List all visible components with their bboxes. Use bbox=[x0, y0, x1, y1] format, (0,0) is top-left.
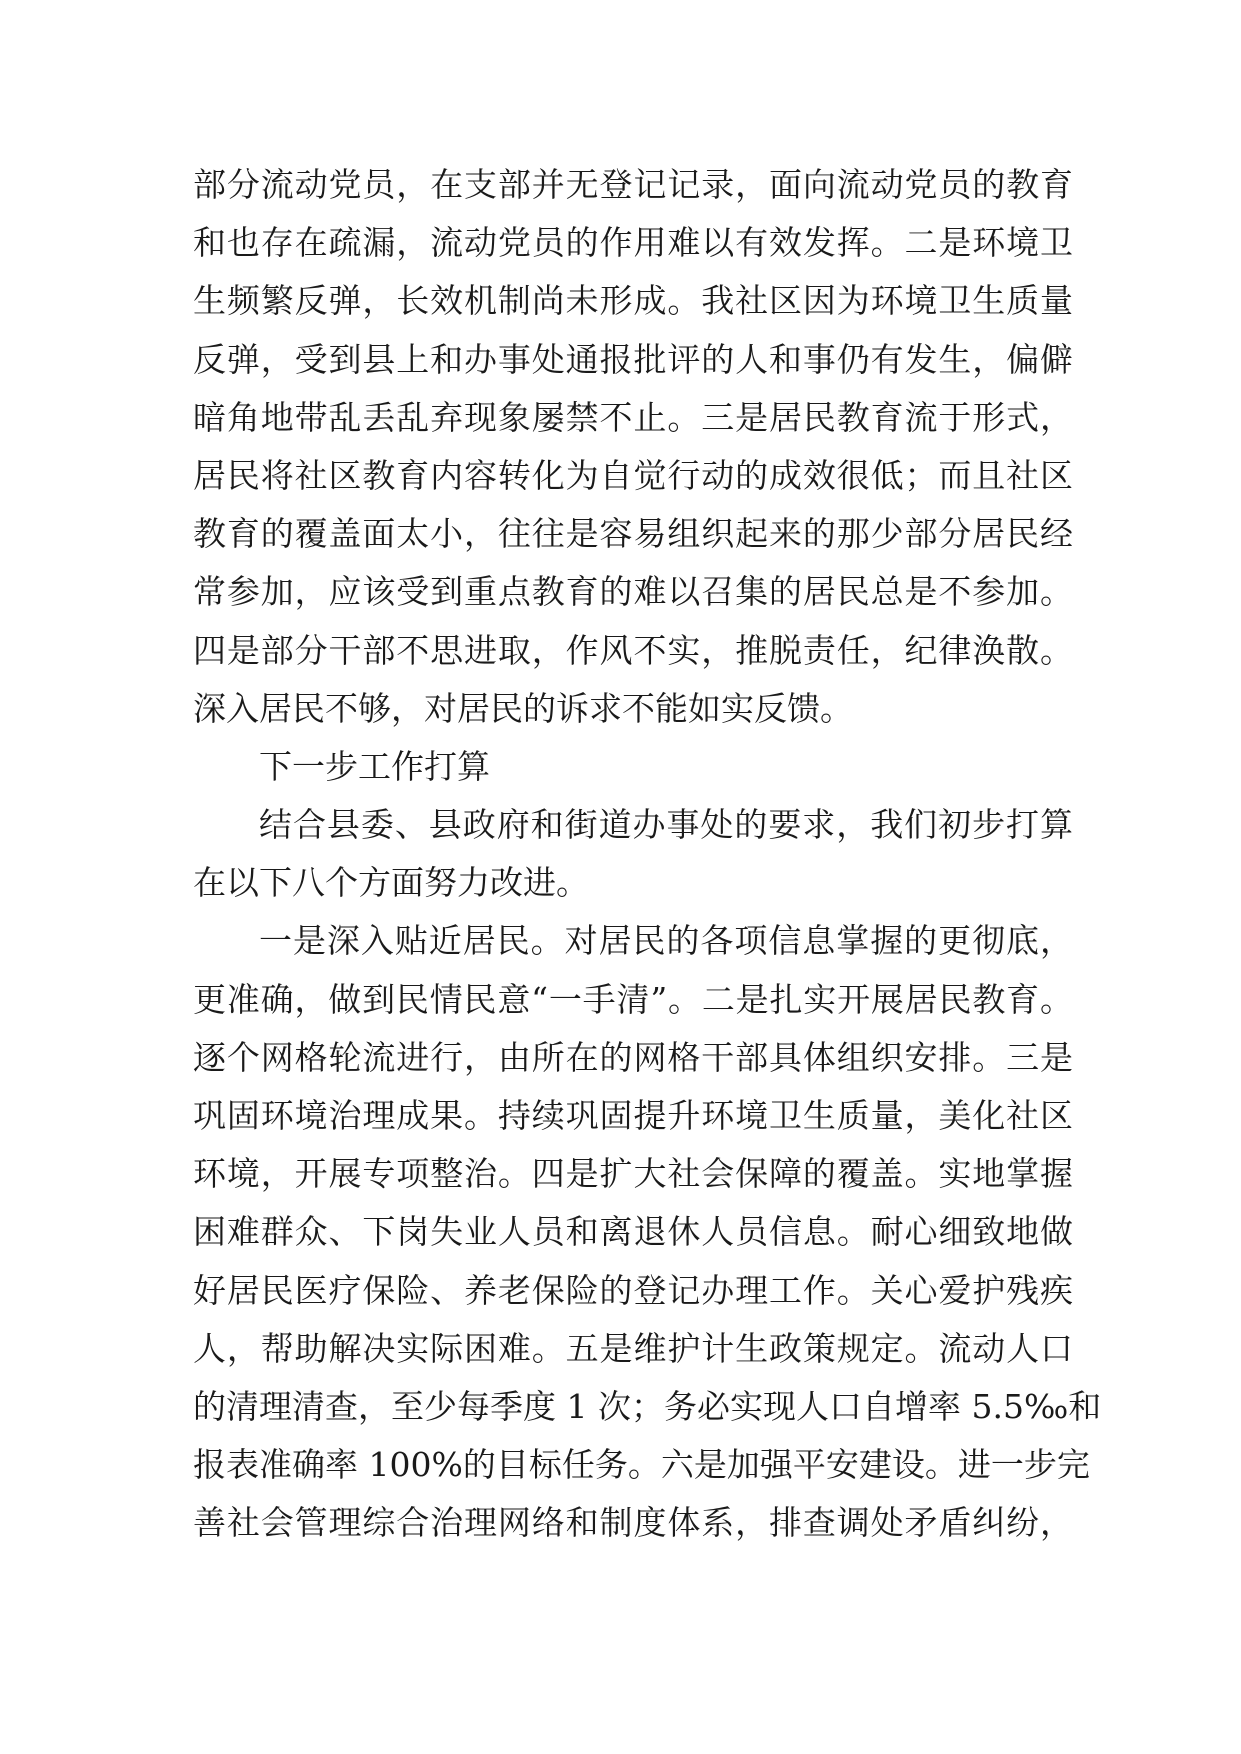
text-line: 暗角地带乱丢乱弃现象屡禁不止。三是居民教育流于形式， bbox=[193, 397, 1073, 437]
text-line: 深入居民不够，对居民的诉求不能如实反馈。 bbox=[193, 688, 853, 728]
text-line: 结合县委、县政府和街道办事处的要求，我们初步打算 bbox=[259, 805, 1073, 845]
text-line: 环境，开展专项整治。四是扩大社会保障的覆盖。实地掌握 bbox=[193, 1154, 1073, 1194]
text-line: 的清理清查，至少每季度 1 次；务必实现人口自增率 5.5‰和 bbox=[193, 1386, 1102, 1426]
section-heading: 下一步工作打算 bbox=[259, 746, 490, 786]
text-line: 常参加，应该受到重点教育的难以召集的居民总是不参加。 bbox=[193, 572, 1073, 612]
text-line: 反弹，受到县上和办事处通报批评的人和事仍有发生，偏僻 bbox=[193, 339, 1073, 379]
text-line: 困难群众、下岗失业人员和离退休人员信息。耐心细致地做 bbox=[193, 1212, 1073, 1252]
text-line: 巩固环境治理成果。持续巩固提升环境卫生质量，美化社区 bbox=[193, 1096, 1073, 1135]
text-line: 部分流动党员，在支部并无登记记录，面向流动党员的教育 bbox=[193, 165, 1073, 204]
text-line: 生频繁反弹，长效机制尚未形成。我社区因为环境卫生质量 bbox=[193, 281, 1073, 321]
text-line: 人，帮助解决实际困难。五是维护计生政策规定。流动人口 bbox=[193, 1328, 1073, 1368]
text-line: 逐个网格轮流进行，由所在的网格干部具体组织安排。三是 bbox=[193, 1037, 1073, 1077]
text-line: 和也存在疏漏，流动党员的作用难以有效发挥。二是环境卫 bbox=[193, 223, 1073, 263]
text-line: 善社会管理综合治理网络和制度体系，排查调处矛盾纠纷， bbox=[193, 1503, 1073, 1543]
text-line: 一是深入贴近居民。对居民的各项信息掌握的更彻底， bbox=[259, 921, 1073, 961]
text-line: 四是部分干部不思进取，作风不实，推脱责任，纪律涣散。 bbox=[193, 630, 1073, 670]
text-line: 在以下八个方面努力改进。 bbox=[193, 863, 589, 903]
text-line: 居民将社区教育内容转化为自觉行动的成效很低；而且社区 bbox=[193, 455, 1073, 495]
text-line: 更准确，做到民情民意“一手清”。二是扎实开展居民教育。 bbox=[193, 979, 1073, 1019]
text-line: 好居民医疗保险、养老保险的登记办理工作。关心爱护残疾 bbox=[193, 1270, 1073, 1310]
text-line: 报表准确率 100%的目标任务。六是加强平安建设。进一步完 bbox=[193, 1445, 1090, 1485]
document-body bbox=[193, 156, 1102, 1553]
text-line: 教育的覆盖面太小，往往是容易组织起来的那少部分居民经 bbox=[193, 514, 1073, 554]
